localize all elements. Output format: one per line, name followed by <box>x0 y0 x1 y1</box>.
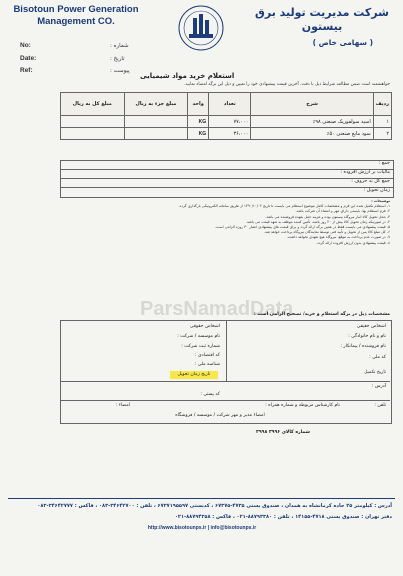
row-total-price[interactable] <box>61 128 125 140</box>
postal-code-field[interactable]: کد پستی : <box>200 392 220 397</box>
contractor-name-field[interactable]: نام فروشنده / پیمانکار : <box>340 344 386 349</box>
delivery-date-field[interactable]: تاریخ زمان تحویل <box>170 371 218 379</box>
divider <box>226 320 227 381</box>
row-num: ۲ <box>373 128 391 140</box>
form-section-title: مشخصات ذیل در برگه استعلام و خرید/ تصحیح الزامی است : <box>253 312 390 317</box>
row-qty: ۷۷،۰۰۰ <box>209 116 251 128</box>
signature-field[interactable]: امضاء : <box>115 403 130 408</box>
note-item: ۱- استعلام تکمیل شده این فرم و مشخصات کامل موضوع استعلام می بایست تا تاریخ ۱۳۹۰/۱۰/۰۲ از طریق سامانه الکترونیکی بارگذاری گردد. <box>178 204 390 209</box>
footer-address: آدرس : کیلومتر ۲۵ جاده کرمانشاه به همدان ، صندوق پستی ۴۷۳۵-۶۷۳۷۵ ، کدپستی ۶۷۳۷۱۹۵۵۹۷ ، تلفن : ۳۴۶۴۲۷۰۰-۰۸۳ ، فاکس : ۳۴۶۴۲۷۷۷-۰۸۳ <box>37 503 392 509</box>
header-unit-price: مبلغ جزء به ریال <box>124 93 188 116</box>
table-row <box>61 128 392 140</box>
table-header-row <box>61 93 392 116</box>
watermark: ParsNamadData <box>140 298 294 320</box>
company-name-en: Bisotoun Power Generation Management CO. <box>13 4 139 27</box>
total-sum-row: جمع : <box>60 160 394 171</box>
header-total-price: مبلغ کل به ریال <box>61 93 125 116</box>
row-desc: سود مایع صنعتی ۵۰٪ <box>251 128 373 140</box>
notes-title: توضیحات : <box>371 199 390 203</box>
note-item: ۸- قیمت پیشنهادی بدون ارزش افزوده ارائه گردد. <box>316 240 390 245</box>
row-total-price[interactable] <box>61 116 125 128</box>
row-unit: KG <box>188 116 209 128</box>
row-unit-price[interactable] <box>124 128 188 140</box>
header-desc: شرح <box>251 93 373 116</box>
ref-attach-label: Ref: <box>20 67 33 74</box>
intro-text: خواهشمند است ضمن مطالعه شرایط ذیل با دقت، آخرین قیمت پیشنهادی خود را تعیین و ذیل این برگه امضاء نمایید. <box>183 82 390 87</box>
national-id-field[interactable]: شناسه ملی : <box>194 362 220 367</box>
vat-row: مالیات بر ارزش افزوده : <box>60 169 394 180</box>
divider <box>60 400 390 401</box>
footer-web-email[interactable]: http://www.bisotounps.ir | info@bisotounps.ir <box>147 525 257 531</box>
note-item: ۷- در صورت عدم پرداخت به موقع، نیروگاه هیچ تعهدی نخواهد داشت. <box>286 235 390 240</box>
notes-section <box>60 199 390 246</box>
manager-signature-field[interactable]: امضاء مدیر و مهر شرکت / موسسه / فروشگاه <box>175 413 265 418</box>
items-table <box>60 92 392 140</box>
header-qty: تعداد <box>209 93 251 116</box>
ref-date-label-fa: : تاریخ <box>110 56 125 62</box>
company-logo <box>175 2 227 52</box>
full-name-field[interactable]: نام و نام خانوادگی : <box>348 334 386 339</box>
table-row <box>61 116 392 128</box>
total-words-row: جمع کل به حروف : <box>60 178 394 189</box>
completion-date-field[interactable]: تاریخ تکمیل <box>364 370 386 375</box>
legal-entities-title: اشخاص حقوقی <box>189 324 220 329</box>
document-title: استعلام خرید مواد شیمیایی <box>140 72 235 80</box>
address-field[interactable]: آدرس : <box>371 384 386 389</box>
expert-name-field[interactable]: نام کارشناس مربوطه و شماره همراه : <box>265 403 340 408</box>
company-reg-number-field[interactable]: شماره ثبت شرکت : <box>181 344 220 349</box>
company-name-field[interactable]: نام موسسه / شرکت : <box>177 334 220 339</box>
delivery-time-row: زمان تحویل : <box>60 187 394 198</box>
note-item: ۳- محل تحویل کالا انبار نیروگاه بیستون بوده و هزینه حمل بعهده فروشنده می باشد. <box>265 214 390 219</box>
header-row-num: ردیف <box>373 93 391 116</box>
company-subtitle: ( سهامی خاص ) <box>312 38 373 47</box>
economic-code-field[interactable]: کد اقتصادی : <box>195 353 220 358</box>
row-unit: KG <box>188 128 209 140</box>
ref-no-label-fa: : شماره <box>110 43 129 49</box>
header-unit: واحد <box>188 93 209 116</box>
row-desc: اسید سولفوریک صنعتی ۹۸٪ <box>251 116 373 128</box>
row-qty: ۳۶،۰۰۰ <box>209 128 251 140</box>
ref-no-label: No: <box>20 42 31 49</box>
note-item: ۶- کل مبلغ کالا پس از تحویل و تأیید فنی توسط نمایندگان نیروگاه پرداخت خواهد شد. <box>263 230 390 235</box>
ref-attach-label-fa: : پیوست <box>110 68 130 74</box>
note-item: ۲- فرم استعلام بها، بایستی دارای مهر و امضاء آن شرکت باشد. <box>295 209 390 214</box>
divider <box>60 381 390 382</box>
row-num: ۱ <box>373 116 391 128</box>
individuals-title: اشخاص حقیقی <box>356 324 386 329</box>
note-item: ۵- قیمت پیشنهادی می بایست فقط در همین برگه ارائه گردد و برای قیمت های پیشنهادی اعتبار ۳۰ روزه الزامی است. <box>214 225 390 230</box>
national-code-field[interactable]: کد ملی : <box>369 355 386 360</box>
phone-field[interactable]: تلفن : <box>374 403 386 408</box>
company-name-fa: شرکت مدیریت تولید برق بیستون <box>255 6 389 33</box>
footer-tehran-office: دفتر تهران : صندوق پستی ۴۷۱۸-۱۴۱۵۵ ، تلفن : ۸۸۷۹۳۳۸۰-۰۲۱ ، فاکس : ۸۸۷۹۴۳۵۸-۰۲۱ <box>174 514 392 520</box>
row-unit-price[interactable] <box>124 116 188 128</box>
goods-code: شماره کالای ۳۹۹۶ ۳۹۹۸ <box>256 430 310 435</box>
ref-date-label: Date: <box>20 55 37 62</box>
footer-divider <box>8 498 395 499</box>
note-item: ۴- در صورتیکه زمان تحویل کالا بیش از ۲۰ روز باشد، تأمین کننده موظف به تعهد قیمت می باشد. <box>245 219 390 224</box>
